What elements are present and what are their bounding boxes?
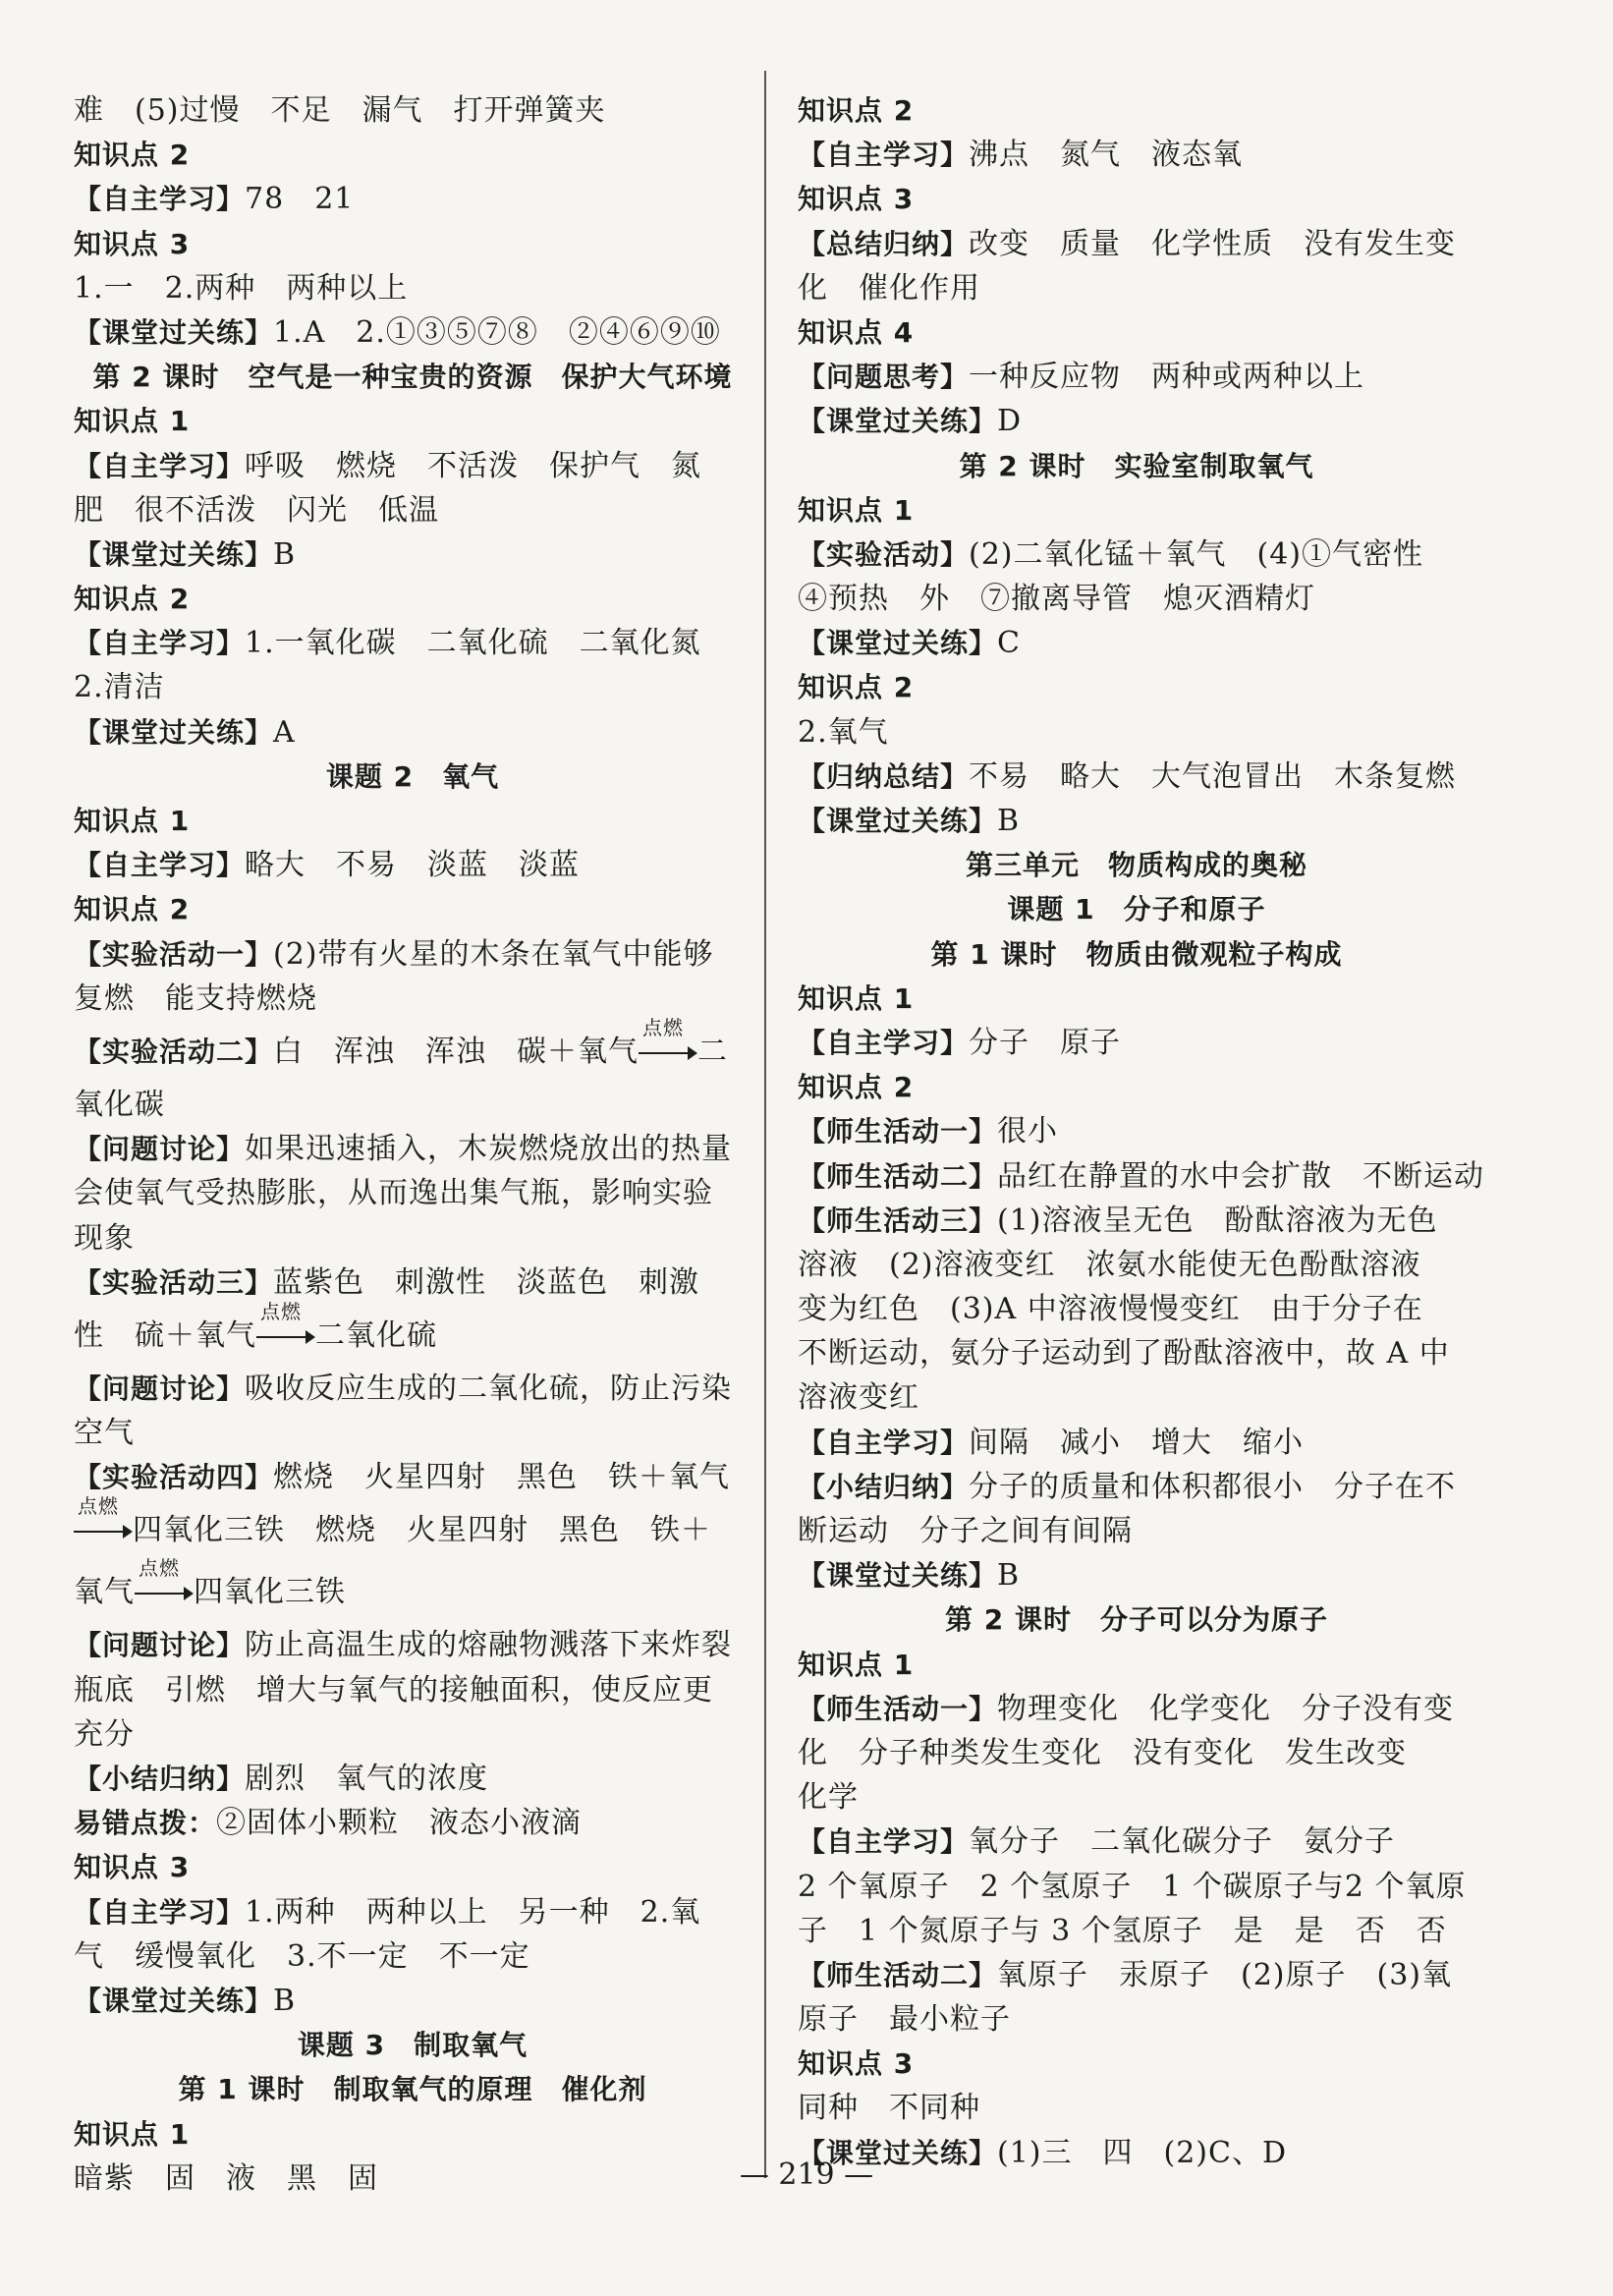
section-label: 【自主学习】 [74,449,246,482]
knowledge-point-heading: 知识点 2 [74,583,191,616]
reaction-condition: 点燃 [642,1015,685,1039]
answer-text: 品红在静置的水中会扩散 不断运动 [997,1158,1485,1194]
section-label: 【课堂过关练】 [798,2136,998,2169]
section-title: 课题 3 制取氧气 [297,2029,528,2062]
answer-line [798,1154,1485,1199]
answer-line [74,532,751,577]
knowledge-point-heading: 知识点 3 [798,183,915,216]
answer-line [74,1801,751,1845]
answer-line: 变为红色 (3)A 中溶液慢慢变红 由于分子在 [798,1292,1423,1327]
answer-line [74,1890,751,1934]
equation-line [74,1299,751,1367]
section-label: 【自主学习】 [74,1895,246,1929]
section-title: 第 2 课时 分子可以分为原子 [945,1603,1328,1637]
left-column [74,88,751,2201]
answer-line [74,710,751,755]
answer-line [74,843,751,887]
section-title: 课题 1 分子和原子 [1007,893,1266,926]
answer-text: 不易 略大 大气泡冒出 木条复燃 [969,758,1457,794]
answer-text: 吸收反应生成的二氧化硫，防止污染 [245,1371,733,1406]
knowledge-point-heading: 知识点 3 [74,227,191,260]
answer-line [798,1953,1475,1997]
section-label: 【师生活动一】 [798,1115,998,1148]
section-title: 第 2 课时 空气是一种宝贵的资源 保护大气环境 [92,361,733,394]
answer-line: 氧化碳 [74,1087,165,1122]
answer-line [798,755,1475,799]
section-label: 【课堂过关练】 [74,715,274,749]
answer-text: 78 21 [245,182,355,217]
answer-text: B [997,804,1021,838]
equation-products: 二氧化硫 [315,1317,437,1353]
section-label: 【自主学习】 [798,1026,970,1059]
reaction-arrow [135,1556,194,1603]
section-label: 【师生活动二】 [798,1159,998,1193]
knowledge-point-heading: 知识点 1 [74,405,191,438]
section-label: 【问题讨论】 [74,1629,246,1662]
answer-text: B [997,1558,1021,1594]
answer-line [74,1127,751,1171]
reaction-condition: 点燃 [78,1494,119,1519]
reaction-arrow [256,1299,315,1347]
answer-line: 肥 很不活泼 闪光 低温 [74,492,439,528]
answer-line: 化 催化作用 [798,270,980,306]
answer-text: 间隔 减小 增大 缩小 [969,1425,1305,1460]
answer-text: D [997,404,1023,439]
answer-line: 子 1 个氮原子与 3 个氢原子 是 是 否 否 [798,1913,1447,1948]
answer-line [798,1021,1475,1065]
answer-line: 复燃 能支持燃烧 [74,980,317,1016]
equation-line [74,1494,751,1561]
knowledge-point-heading: 知识点 2 [798,1071,915,1104]
knowledge-point-heading: 知识点 1 [798,981,915,1015]
answer-line: 1.一 2.两种 两种以上 [74,270,409,306]
answer-line: 2.清洁 [74,670,165,705]
answer-text: (2)二氧化锰＋氧气 (4)①气密性 [969,536,1424,572]
equation-reactants: 性 硫＋氧气 [74,1317,256,1353]
answer-line [74,1623,751,1667]
answer-text: B [273,1983,297,2018]
knowledge-point-heading: 知识点 2 [798,94,915,127]
section-label: 【小结归纳】 [798,1470,970,1503]
section-label: 【课堂过关练】 [798,805,998,837]
knowledge-point-heading: 知识点 1 [798,493,915,527]
section-label: 【课堂过关练】 [74,1984,274,2017]
equation-reactants: 白 浑浊 浑浊 碳＋氧气 [273,1034,640,1069]
section-label: 【实验活动】 [798,537,970,571]
section-label: 【课堂过关练】 [798,1559,998,1593]
section-label: 【归纳总结】 [798,759,970,793]
section-label: 【自主学习】 [74,627,246,660]
answer-line [798,1421,1475,1465]
answer-line: 难 (5)过慢 不足 漏气 打开弹簧夹 [74,93,606,128]
answer-text: 氧原子 汞原子 (2)原子 (3)氧 [997,1957,1453,1992]
section-title: 第 2 课时 实验室制取氧气 [959,449,1314,482]
answer-line [74,310,751,355]
answer-text: 略大 不易 淡蓝 淡蓝 [245,848,581,883]
answer-text: C [997,626,1021,661]
answer-line [74,1979,751,2023]
equation-products: 四氧化三铁 燃烧 火星四射 黑色 铁＋ [133,1513,711,1548]
answer-line [798,1199,1475,1243]
answer-text: 分子 原子 [969,1025,1122,1060]
answer-line: 2.氧气 [798,714,889,750]
answer-text: 改变 质量 化学性质 没有发生变 [969,226,1457,261]
answer-line: 暗紫 固 液 黑 固 [74,2160,378,2196]
answer-text: ②固体小颗粒 液态小液滴 [216,1806,583,1841]
section-label: 【课堂过关练】 [74,315,274,349]
section-label: 【自主学习】 [798,139,970,172]
section-label: 【师生活动二】 [798,1958,998,1991]
section-label: 【实验活动二】 [74,1035,274,1068]
answer-line [74,1455,751,1499]
knowledge-point-heading: 知识点 2 [74,893,191,926]
answer-text: B [273,536,297,572]
answer-line [74,621,751,665]
section-label: 【自主学习】 [74,849,246,882]
section-label: 【实验活动四】 [74,1461,274,1494]
section-label: 【实验活动一】 [74,937,274,971]
knowledge-point-heading: 知识点 1 [74,2117,191,2151]
answer-text: 剧烈 氧气的浓度 [245,1762,489,1796]
answer-line [74,1367,751,1411]
answer-line [798,1465,1475,1509]
section-label: 【实验活动三】 [74,1265,274,1299]
answer-line [74,177,751,221]
answer-line: 瓶底 引燃 增大与氧气的接触面积，使反应更 [74,1672,713,1708]
answer-text: 1.A 2.①③⑤⑦⑧ ②④⑥⑨⑩ [273,314,721,350]
answer-line [798,799,1475,843]
knowledge-point-heading: 知识点 4 [798,315,915,349]
answer-line: 同种 不同种 [798,2091,980,2126]
knowledge-point-heading: 知识点 3 [798,2047,915,2081]
answer-text: 物理变化 化学变化 分子没有变 [997,1691,1455,1726]
reaction-arrow [639,1015,697,1063]
equation-products: 四氧化三铁 [194,1575,346,1610]
answer-line: ④预热 外 ⑦撤离导管 熄灭酒精灯 [798,582,1315,617]
answer-line: 溶液 (2)溶液变红 浓氨水能使无色酚酞溶液 [798,1247,1421,1282]
answer-line [74,932,751,977]
answer-line [798,1687,1475,1731]
section-label: 【自主学习】 [798,1825,970,1859]
answer-line: 化学 [798,1780,859,1816]
answer-line: 会使氧气受热膨胀，从而逸出集气瓶，影响实验 [74,1176,713,1211]
right-column [798,88,1485,2175]
section-label: 【自主学习】 [74,183,246,216]
section-title: 第 1 课时 物质由微观粒子构成 [930,937,1343,971]
section-title: 课题 2 氧气 [325,759,500,793]
answer-text: 氧分子 二氧化碳分子 氨分子 [969,1824,1396,1860]
answer-line: 断运动 分子之间有间隔 [798,1514,1133,1548]
answer-text: 呼吸 燃烧 不活泼 保护气 氮 [245,448,702,483]
equation-line [74,1015,751,1083]
answer-line: 现象 [74,1220,135,1256]
answer-text: 燃烧 火星四射 黑色 铁＋氧气 [273,1460,731,1495]
section-label: 【课堂过关练】 [74,537,274,571]
section-label: 易错点拨： [74,1807,217,1840]
answer-text: 1.两种 两种以上 另一种 2.氧 [245,1894,701,1930]
answer-text: 沸点 氮气 液态氧 [969,138,1244,173]
page-number: — 219 — [739,2157,874,2192]
answer-line: 原子 最小粒子 [798,2002,1011,2038]
section-label: 【问题讨论】 [74,1133,246,1166]
section-label: 【师生活动一】 [798,1692,998,1725]
answer-line [74,1260,751,1305]
section-label: 【课堂过关练】 [798,405,998,438]
reaction-condition: 点燃 [139,1556,180,1581]
answer-line: 溶液变红 [798,1380,919,1416]
answer-line: 不断运动，氨分子运动到了酚酞溶液中，故 A 中 [798,1336,1450,1372]
answer-line: 空气 [74,1416,135,1451]
answer-text: (1)三 四 (2)C、D [997,2135,1288,2170]
answer-line [798,1109,1475,1153]
answer-text: (2)带有火星的木条在氧气中能够 [273,936,714,972]
knowledge-point-heading: 知识点 3 [74,1851,191,1884]
answer-text: 如果迅速插入，木炭燃烧放出的热量 [245,1132,733,1167]
answer-text: 分子的质量和体积都很小 分子在不 [969,1469,1457,1504]
knowledge-point-heading: 知识点 2 [74,139,191,172]
equation-reactants: 氧气 [74,1575,135,1610]
equation-products: 二 [697,1034,729,1069]
reaction-condition: 点燃 [260,1299,302,1323]
section-label: 【总结归纳】 [798,227,970,260]
answer-line [798,621,1475,665]
answer-line [798,133,1475,177]
column-divider [764,71,766,2178]
answer-text: 防止高温生成的熔融物溅落下来炸裂 [245,1628,733,1663]
answer-line [798,1820,1475,1864]
section-label: 【问题讨论】 [74,1372,246,1405]
answer-text: 一种反应物 两种或两种以上 [969,360,1365,395]
answer-line: 充分 [74,1716,135,1752]
reaction-arrow [74,1494,133,1541]
answer-line [74,444,751,488]
answer-text: (1)溶液呈无色 酚酞溶液为无色 [997,1203,1438,1238]
knowledge-point-heading: 知识点 2 [798,671,915,704]
section-label: 【师生活动三】 [798,1204,998,1237]
section-label: 【小结归纳】 [74,1763,246,1795]
section-label: 【问题思考】 [798,361,970,394]
answer-line [798,1553,1475,1597]
section-label: 【课堂过关练】 [798,627,998,660]
equation-line [74,1556,751,1623]
section-title: 第 1 课时 制取氧气的原理 催化剂 [178,2073,647,2106]
answer-line [798,355,1475,399]
answer-text: 1.一氧化碳 二氧化硫 二氧化氮 [245,626,701,661]
answer-line [74,1757,751,1801]
section-title: 第三单元 物质构成的奥秘 [965,849,1307,882]
answer-line: 2 个氧原子 2 个氢原子 1 个碳原子与2 个氧原 [798,1869,1467,1904]
answer-text: A [273,714,296,750]
answer-line [798,532,1475,577]
knowledge-point-heading: 知识点 1 [798,1648,915,1681]
answer-text: 蓝紫色 刺激性 淡蓝色 刺激 [273,1264,700,1300]
answer-line: 化 分子种类发生变化 没有变化 发生改变 [798,1735,1407,1770]
answer-line [798,399,1475,443]
answer-line [798,222,1475,266]
answer-text: 很小 [997,1114,1059,1149]
section-label: 【自主学习】 [798,1426,970,1459]
knowledge-point-heading: 知识点 1 [74,805,191,837]
answer-line: 气 缓慢氧化 3.不一定 不一定 [74,1938,530,1974]
